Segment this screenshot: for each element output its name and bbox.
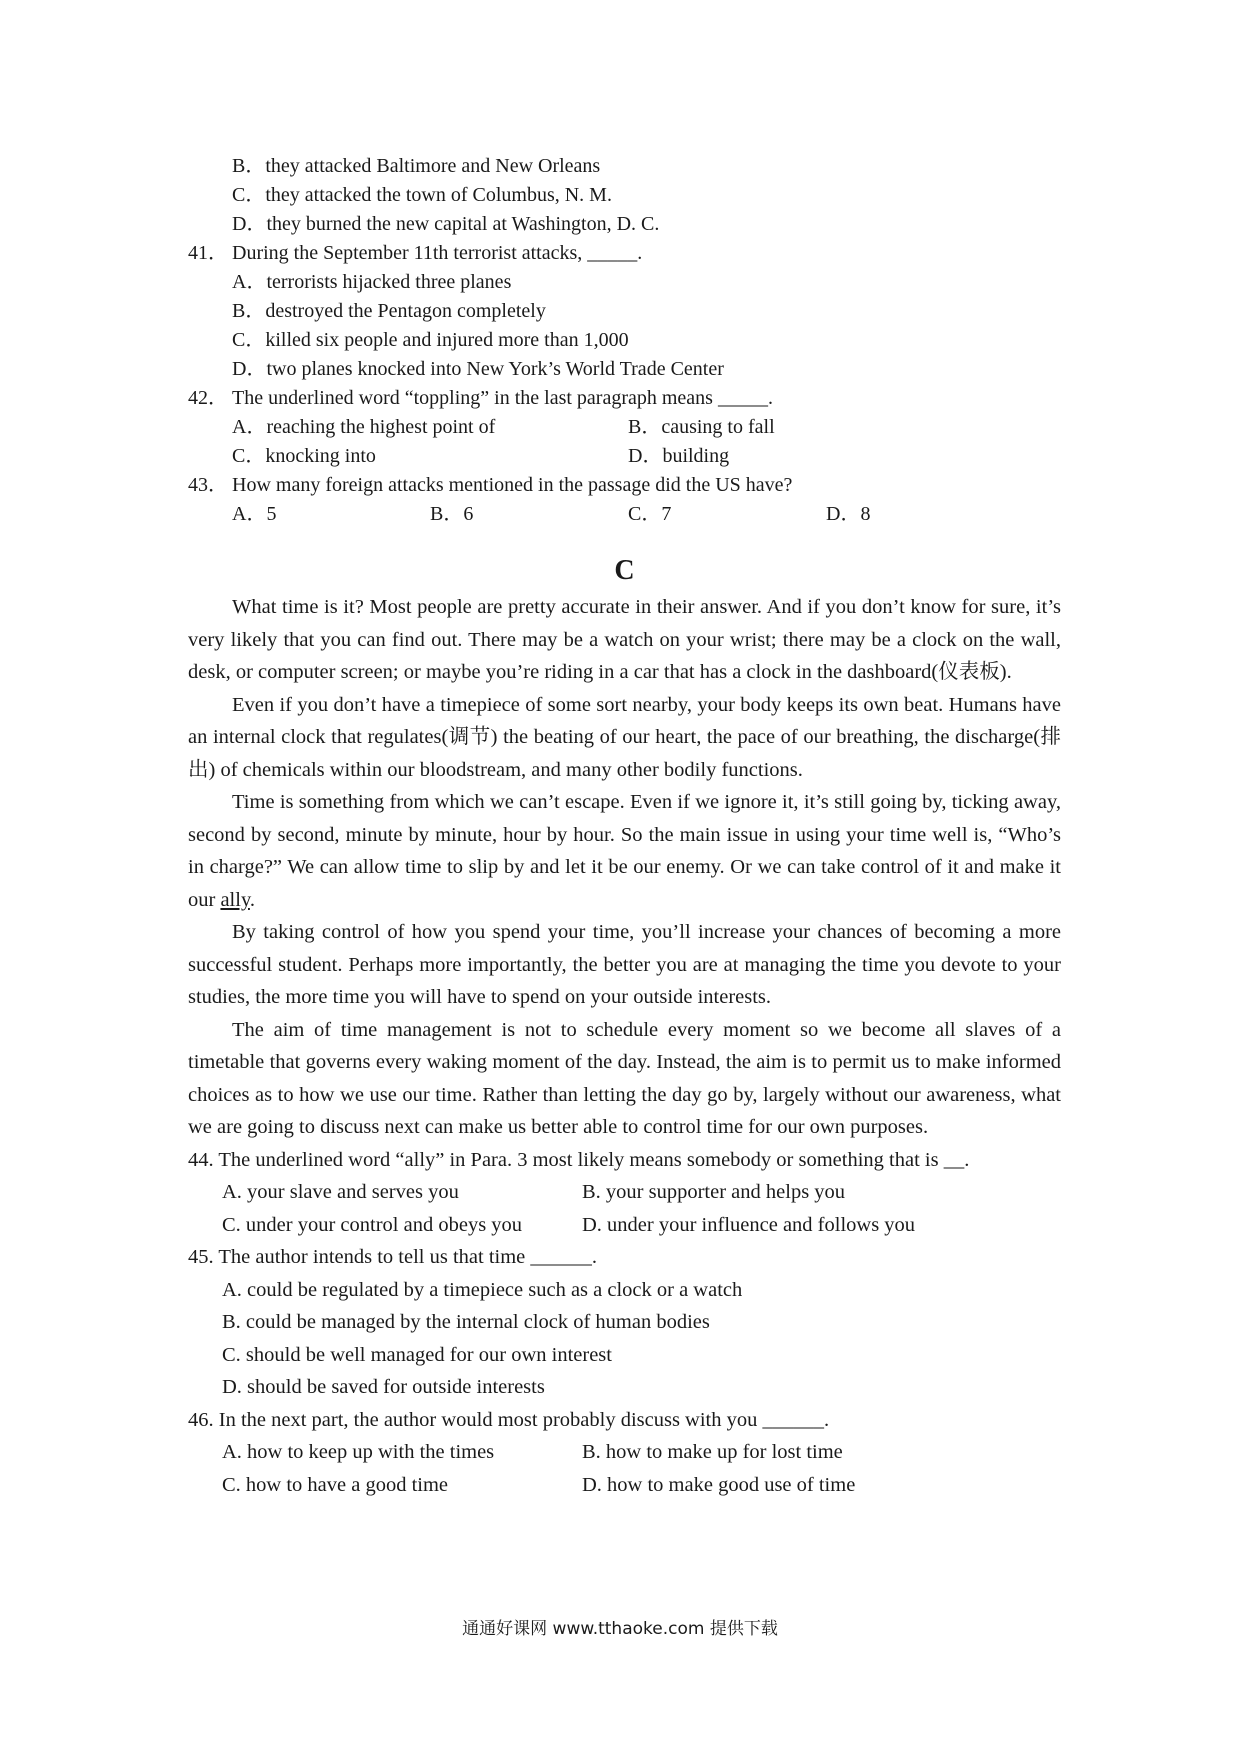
q44-option-b: B. your supporter and helps you — [582, 1181, 846, 1203]
question-40-options — [188, 152, 1061, 239]
q43-option-c: C．7 — [628, 503, 672, 525]
q45-option-c: C. should be well managed for our own interest — [222, 1343, 612, 1366]
q46-option-d: D. how to make good use of time — [582, 1473, 856, 1496]
q43-option-a: A．5 — [232, 503, 277, 525]
q44-options-row-2 — [188, 1209, 1061, 1242]
q40-option-c: C．they attacked the town of Columbus, N. M. — [232, 184, 612, 206]
q45-stem: 45. The author intends to tell us that time ______. — [188, 1246, 597, 1268]
question-46 — [188, 1404, 1061, 1502]
section-c-title: C — [614, 555, 635, 586]
q43-stem — [188, 471, 1061, 500]
q42-number: 42． — [188, 387, 228, 409]
q42-option-a: A．reaching the highest point of — [232, 416, 496, 438]
q42-options-row-1 — [188, 413, 1061, 442]
q43-number: 43． — [188, 474, 228, 496]
q42-option-c: C．knocking into — [232, 445, 376, 467]
q40-option-b: B．they attacked Baltimore and New Orleans — [232, 155, 601, 177]
q42-option-d: D．building — [628, 445, 730, 467]
q46-option-b: B. how to make up for lost time — [582, 1441, 843, 1463]
question-45 — [188, 1241, 1061, 1404]
passage-paragraph-4: By taking control of how you spend your time, you’ll increase your chances of becoming a more successful student. Perhaps more importantly, the better you are at managing the time you devote to your studies, the more time you will have to spend on your outside interests. — [188, 921, 1061, 1008]
document-page — [188, 152, 1061, 1501]
q41-option-c: C．killed six people and injured more than 1,000 — [232, 329, 629, 351]
passage-paragraph-5: The aim of time management is not to schedule every moment so we become all slaves of a timetable that governs every waking moment of the day. Instead, the aim is to permit us to make informed choices as to how we use our time. Rather than letting the day go by, largely without our awareness, what we are going to discuss next can make us better able to control time for our own purposes. — [188, 1018, 1061, 1138]
question-43 — [188, 471, 1061, 529]
para3-end: . — [249, 888, 255, 911]
passage-paragraph-1: What time is it? Most people are pretty accurate in their answer. And if you don’t know for sure, it’s very likely that you can find out. There may be a watch on your wrist; there may be a clock on the wall, desk, or computer screen; or maybe you’re riding in a car that has a clock in the dashboard(仪表板). — [188, 596, 1061, 683]
q46-option-a: A. how to keep up with the times — [222, 1441, 495, 1463]
q44-options-row-1 — [188, 1176, 1061, 1209]
passage-paragraph-2: Even if you don’t have a timepiece of some sort nearby, your body keeps its own beat. Humans have an internal clock that regulates(调节) the beating of our heart, the pace of our breathing, the discharge(排出) of chemicals within our bloodstream, and many other bodily functions. — [188, 693, 1061, 781]
q42-stem — [188, 384, 1061, 413]
passage-paragraph-3 — [188, 786, 1061, 916]
q45-option-d: D. should be saved for outside interests — [222, 1376, 545, 1398]
question-42 — [188, 384, 1061, 471]
q44-stem: 44. The underlined word “ally” in Para. 3 most likely means somebody or something that is __. — [188, 1148, 970, 1171]
q46-options-row-2 — [188, 1469, 1061, 1502]
para3-text: Time is something from which we can’t escape. Even if we ignore it, it’s still going by, ticking away, second by second, minute by minute, hour by hour. So the main issue in using your time well is, “Who’s in charge?” We can allow time to slip by and let it be our enemy. Or we can take control of it and make it our — [188, 791, 1061, 911]
q45-option-a: A. could be regulated by a timepiece such as a clock or a watch — [222, 1278, 743, 1301]
section-c-passage — [188, 591, 1061, 1144]
q43-options-row — [188, 500, 1061, 529]
q41-option-b: B．destroyed the Pentagon completely — [232, 300, 546, 322]
q44-option-a: A. your slave and serves you — [222, 1181, 459, 1203]
q42-options-row-2 — [188, 442, 1061, 471]
q44-option-d: D. under your influence and follows you — [582, 1213, 916, 1236]
q44-option-c: C. under your control and obeys you — [222, 1213, 523, 1236]
q46-option-c: C. how to have a good time — [222, 1473, 449, 1496]
q41-stem — [188, 239, 1061, 268]
q43-option-d: D．8 — [826, 503, 871, 525]
q42-text: The underlined word “toppling” in the last paragraph means _____. — [232, 387, 773, 409]
question-41 — [188, 239, 1061, 384]
q43-option-b: B．6 — [430, 503, 474, 525]
q41-option-a: A．terrorists hijacked three planes — [232, 271, 512, 293]
question-44 — [188, 1144, 1061, 1242]
q46-stem: 46. In the next part, the author would most probably discuss with you ______. — [188, 1408, 830, 1431]
q42-option-b: B．causing to fall — [628, 416, 775, 438]
q41-option-d: D．two planes knocked into New York’s World Trade Center — [232, 358, 724, 380]
q45-option-b: B. could be managed by the internal clock of human bodies — [222, 1311, 710, 1333]
q46-options-row-1 — [188, 1436, 1061, 1469]
q40-option-d: D．they burned the new capital at Washington, D. C. — [232, 213, 660, 235]
q41-number: 41． — [188, 242, 228, 264]
q41-text: During the September 11th terrorist attacks, _____. — [232, 242, 643, 264]
q43-text: How many foreign attacks mentioned in the passage did the US have? — [232, 474, 793, 496]
page-footer: 通通好课网 www.tthaoke.com 提供下载 — [462, 1619, 778, 1639]
underlined-word-ally: ally — [220, 888, 250, 911]
